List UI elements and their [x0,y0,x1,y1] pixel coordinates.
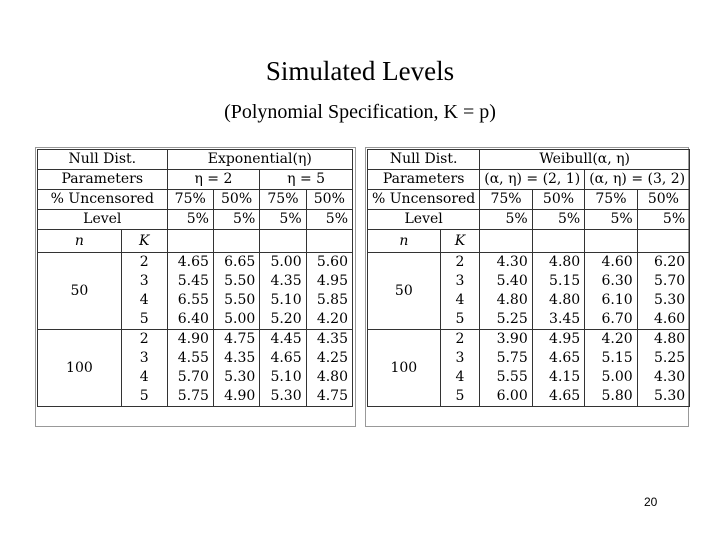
value-column [167,253,213,330]
level-value: 5% [480,210,532,230]
empty-cell [637,230,689,253]
cell-value: 4.35 [270,273,302,289]
empty-cell [585,230,637,253]
cell-value: 5.80 [601,388,633,404]
k-value: 5 [455,388,465,404]
empty-cell [480,230,532,253]
k-value: 2 [139,254,149,270]
uncensored-value: 75% [167,190,213,210]
k-value: 3 [455,273,465,289]
cell-value: 5.25 [496,311,528,327]
cell-value: 4.80 [549,292,581,308]
cell-value: 5.50 [224,292,256,308]
value-column [213,330,259,407]
value-column [167,330,213,407]
uncensored-label: % Uncensored [38,190,168,210]
cell-value: 5.75 [496,350,528,366]
cell-value: 5.85 [316,292,348,308]
exponential-levels-table [37,149,353,407]
cell-value: 5.40 [496,273,528,289]
k-values [440,253,480,330]
cell-value: 6.70 [601,311,633,327]
cell-value: 5.70 [653,273,686,289]
cell-value: 5.15 [549,273,581,289]
cell-value: 5.00 [601,369,633,385]
cell-value: 5.45 [177,273,209,289]
dist-name: Weibull(α, η) [480,150,690,170]
value-column [306,330,352,407]
block-n100 [368,330,690,407]
cell-value: 5.30 [224,369,256,385]
block-n50 [38,253,353,330]
k-value: 5 [139,388,149,404]
k-value: 2 [455,331,465,347]
header-row-uncensored [368,190,690,210]
cell-value: 4.80 [316,369,348,385]
cell-value: 4.30 [653,369,686,385]
cell-value: 5.70 [177,369,209,385]
cell-value: 4.20 [601,331,633,347]
k-value: 5 [455,311,465,327]
k-value: 4 [455,369,465,385]
cell-value: 6.65 [224,254,256,270]
cell-value: 5.10 [270,292,302,308]
k-values [440,330,480,407]
param-group: (α, η) = (2, 1) [480,170,585,190]
level-value: 5% [260,210,306,230]
cell-value: 4.30 [496,254,528,270]
cell-value: 4.90 [177,331,209,347]
value-column [585,330,637,407]
n-value: 100 [38,330,122,407]
null-dist-label: Null Dist. [38,150,168,170]
level-value: 5% [213,210,259,230]
cell-value: 4.65 [549,388,581,404]
empty-cell [213,230,259,253]
param-group: η = 5 [260,170,353,190]
cell-value: 5.30 [653,292,686,308]
header-row-nk [38,230,353,253]
k-label: K [121,230,167,253]
parameters-label: Parameters [38,170,168,190]
param-group: η = 2 [167,170,260,190]
cell-value: 4.55 [177,350,209,366]
cell-value: 5.00 [270,254,302,270]
block-n100 [38,330,353,407]
uncensored-label: % Uncensored [368,190,480,210]
cell-value: 5.20 [270,311,302,327]
level-label: Level [38,210,168,230]
level-value: 5% [167,210,213,230]
weibull-levels-table [367,149,690,407]
page-number: 20 [644,495,658,509]
k-value: 5 [139,311,149,327]
uncensored-value: 50% [306,190,352,210]
header-row-nk [368,230,690,253]
cell-value: 5.10 [270,369,302,385]
k-value: 4 [455,292,465,308]
value-column [306,253,352,330]
cell-value: 4.35 [224,350,256,366]
cell-value: 5.00 [224,311,256,327]
k-values [121,253,167,330]
value-column [585,253,637,330]
cell-value: 6.10 [601,292,633,308]
uncensored-value: 50% [213,190,259,210]
cell-value: 3.90 [496,331,528,347]
cell-value: 4.60 [653,311,686,327]
cell-value: 4.65 [177,254,209,270]
cell-value: 4.65 [549,350,581,366]
level-value: 5% [637,210,689,230]
cell-value: 4.20 [316,311,348,327]
cell-value: 4.65 [270,350,302,366]
cell-value: 5.30 [270,388,302,404]
header-row-params [368,170,690,190]
header-row-params [38,170,353,190]
cell-value: 4.45 [270,331,302,347]
cell-value: 4.80 [496,292,528,308]
k-values [121,330,167,407]
header-row-level [38,210,353,230]
cell-value: 4.35 [316,331,348,347]
cell-value: 5.50 [224,273,256,289]
uncensored-value: 50% [637,190,689,210]
value-column [532,253,584,330]
cell-value: 4.25 [316,350,348,366]
cell-value: 6.00 [496,388,528,404]
k-value: 4 [139,369,149,385]
level-label: Level [368,210,480,230]
cell-value: 6.20 [653,254,686,270]
parameters-label: Parameters [368,170,480,190]
empty-cell [167,230,213,253]
value-column [637,253,689,330]
cell-value: 6.40 [177,311,209,327]
level-value: 5% [585,210,637,230]
cell-value: 4.15 [549,369,581,385]
param-group: (α, η) = (3, 2) [585,170,690,190]
cell-value: 4.75 [224,331,256,347]
cell-value: 4.75 [316,388,348,404]
k-value: 2 [139,331,149,347]
dist-name: Exponential(η) [167,150,352,170]
cell-value: 5.15 [601,350,633,366]
cell-value: 4.60 [601,254,633,270]
uncensored-value: 75% [260,190,306,210]
null-dist-label: Null Dist. [368,150,480,170]
uncensored-value: 50% [532,190,584,210]
cell-value: 5.25 [653,350,686,366]
value-column [213,253,259,330]
n-value: 100 [368,330,441,407]
k-value: 3 [139,273,149,289]
block-n50 [368,253,690,330]
slide-subtitle: (Polynomial Specification, K = p) [224,101,496,123]
cell-value: 5.75 [177,388,209,404]
k-label: K [440,230,480,253]
value-column [637,330,689,407]
header-row-dist [38,150,353,170]
n-value: 50 [38,253,122,330]
cell-value: 4.95 [549,331,581,347]
cell-value: 4.95 [316,273,348,289]
value-column [260,330,306,407]
cell-value: 4.80 [653,331,686,347]
cell-value: 6.30 [601,273,633,289]
empty-cell [260,230,306,253]
value-column [260,253,306,330]
cell-value: 3.45 [549,311,581,327]
cell-value: 5.30 [653,388,686,404]
level-value: 5% [532,210,584,230]
cell-value: 4.90 [224,388,256,404]
header-row-uncensored [38,190,353,210]
level-value: 5% [306,210,352,230]
n-label: n [368,230,441,253]
cell-value: 4.80 [549,254,581,270]
n-label: n [38,230,122,253]
empty-cell [532,230,584,253]
uncensored-value: 75% [585,190,637,210]
k-value: 3 [139,350,149,366]
value-column [480,330,532,407]
value-column [532,330,584,407]
cell-value: 5.60 [316,254,348,270]
n-value: 50 [368,253,441,330]
k-value: 4 [139,292,149,308]
header-row-level [368,210,690,230]
value-column [480,253,532,330]
k-value: 2 [455,254,465,270]
k-value: 3 [455,350,465,366]
slide-title: Simulated Levels [265,56,455,86]
header-row-dist [368,150,690,170]
uncensored-value: 75% [480,190,532,210]
empty-cell [306,230,352,253]
cell-value: 6.55 [177,292,209,308]
cell-value: 5.55 [496,369,528,385]
